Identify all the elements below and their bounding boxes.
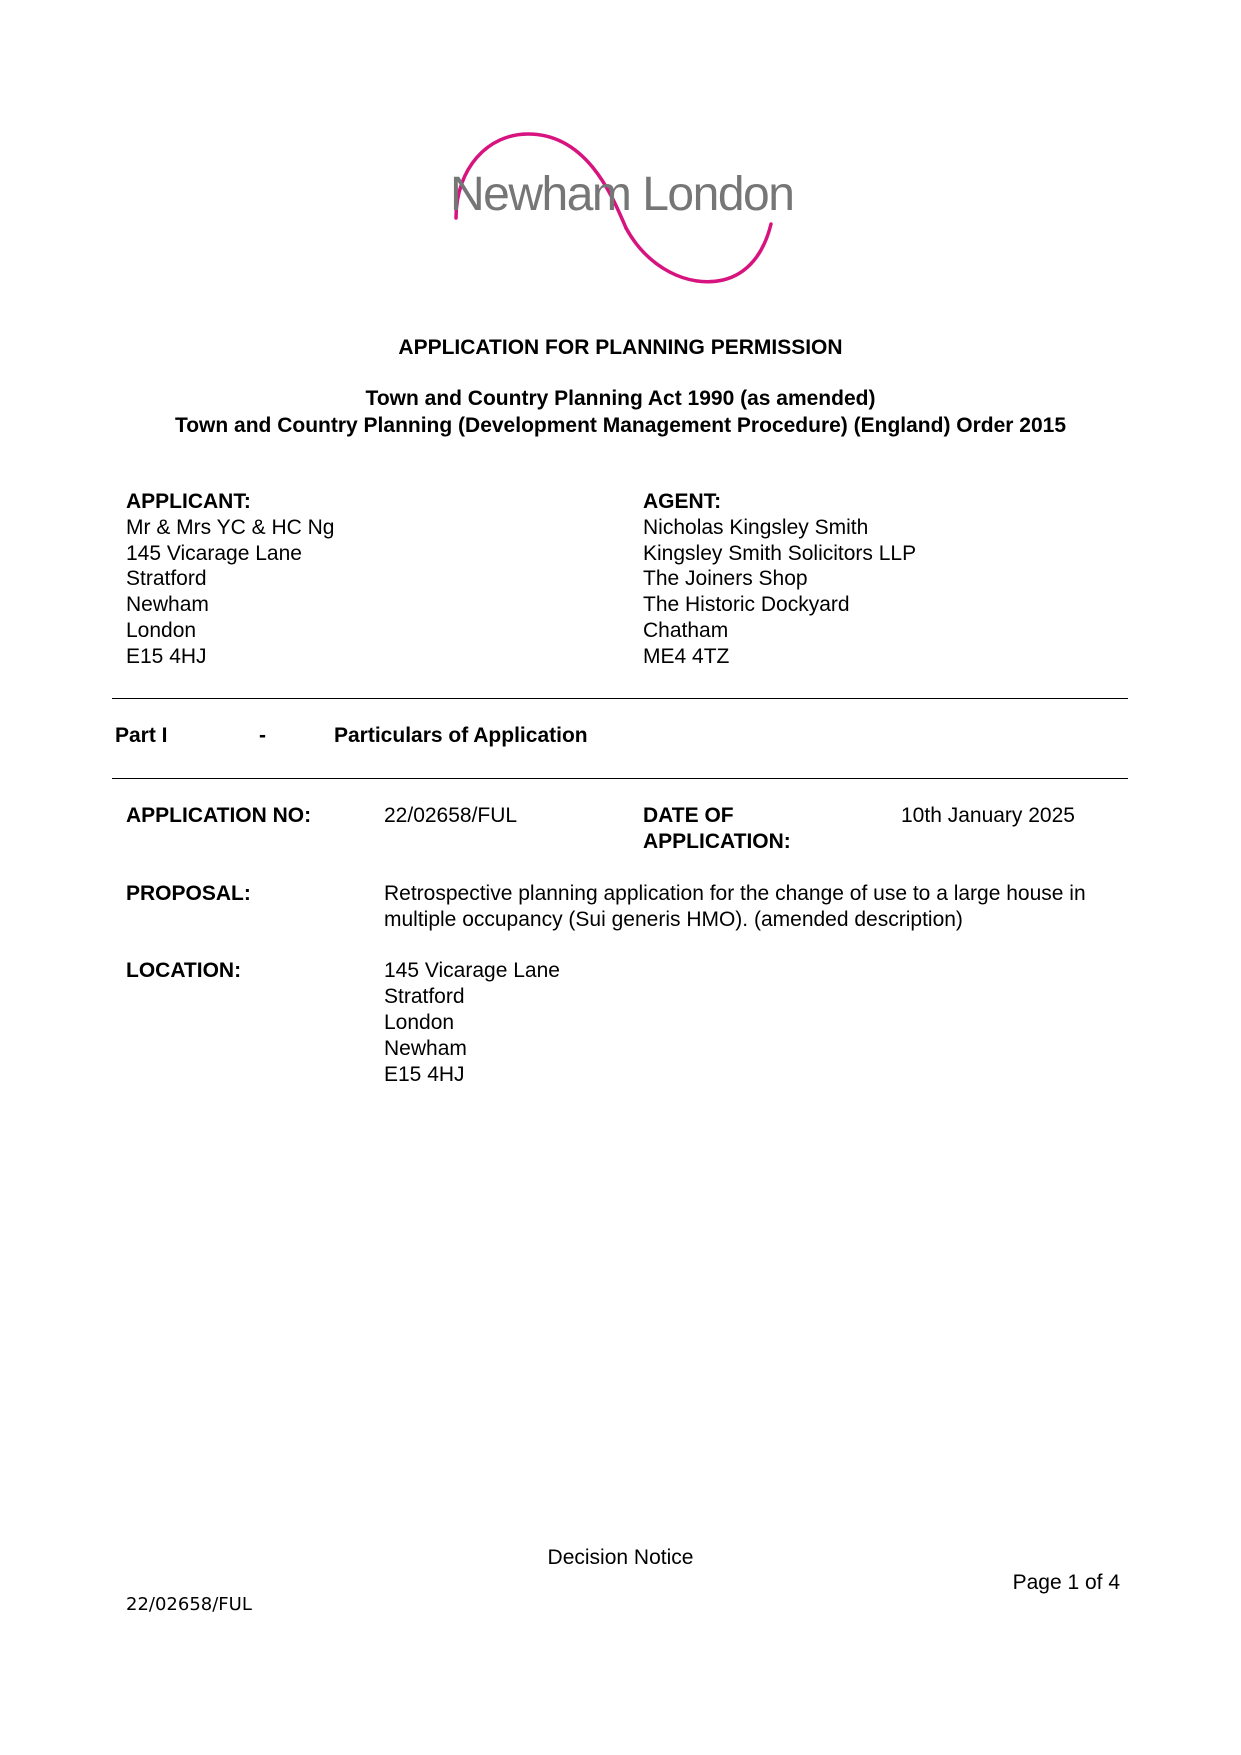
location-postcode: E15 4HJ [384,1063,465,1086]
applicant-name: Mr & Mrs YC & HC Ng [126,515,335,539]
location-line: 145 Vicarage Lane [384,959,560,982]
agent-block [643,489,916,670]
proposal-value [384,881,1134,933]
location-line: Stratford [384,985,465,1008]
proposal-line-1: Retrospective planning application for the change of use to a large house in [384,882,1086,905]
agent-name: Nicholas Kingsley Smith [643,515,869,539]
applicant-block [126,489,334,670]
applicant-address-line: Stratford [126,567,207,591]
date-of-application-value: 10th January 2025 [901,804,1075,827]
decision-notice-footer: Decision Notice [547,1546,694,1569]
application-no-label: APPLICATION NO: [126,804,312,827]
applicant-address-line: Newham [126,593,209,617]
applicant-label: APPLICANT: [126,490,251,513]
applicant-address-line: London [126,618,197,642]
page-number: Page 1 of 4 [1012,1571,1120,1594]
divider-top [112,698,1128,699]
part-title: Particulars of Application [334,724,588,747]
part-separator: - [259,724,266,747]
agent-address-line: The Joiners Shop [643,567,808,591]
location-value [384,958,560,1088]
date-of-application-label [643,803,791,855]
agent-address-line: Kingsley Smith Solicitors LLP [643,541,917,565]
footer-reference: 22/02658/FUL [126,1594,252,1615]
agent-label: AGENT: [643,490,722,513]
act-line-1: Town and Country Planning Act 1990 (as amended) [365,387,876,410]
applicant-postcode: E15 4HJ [126,644,207,668]
act-line-2: Town and Country Planning (Development Management Procedure) (England) Order 2015 [174,414,1067,437]
divider-bottom [112,778,1128,779]
logo-text: Newham London [450,168,794,221]
proposal-label: PROPOSAL: [126,882,251,905]
document-title: APPLICATION FOR PLANNING PERMISSION [398,336,843,359]
location-line: Newham [384,1037,467,1060]
location-line: London [384,1011,455,1034]
logo-swoosh-lower [626,224,771,282]
application-no-value: 22/02658/FUL [384,804,518,827]
date-label-line-1: DATE OF [643,804,734,827]
agent-postcode: ME4 4TZ [643,644,730,668]
agent-address-line: The Historic Dockyard [643,593,850,617]
applicant-address-line: 145 Vicarage Lane [126,541,302,565]
newham-london-logo [448,128,803,290]
proposal-line-2: multiple occupancy (Sui generis HMO). (amended description) [384,908,963,931]
location-label: LOCATION: [126,959,242,982]
date-label-line-2: APPLICATION: [643,830,791,853]
part-number: Part I [115,724,168,747]
agent-address-line: Chatham [643,618,729,642]
